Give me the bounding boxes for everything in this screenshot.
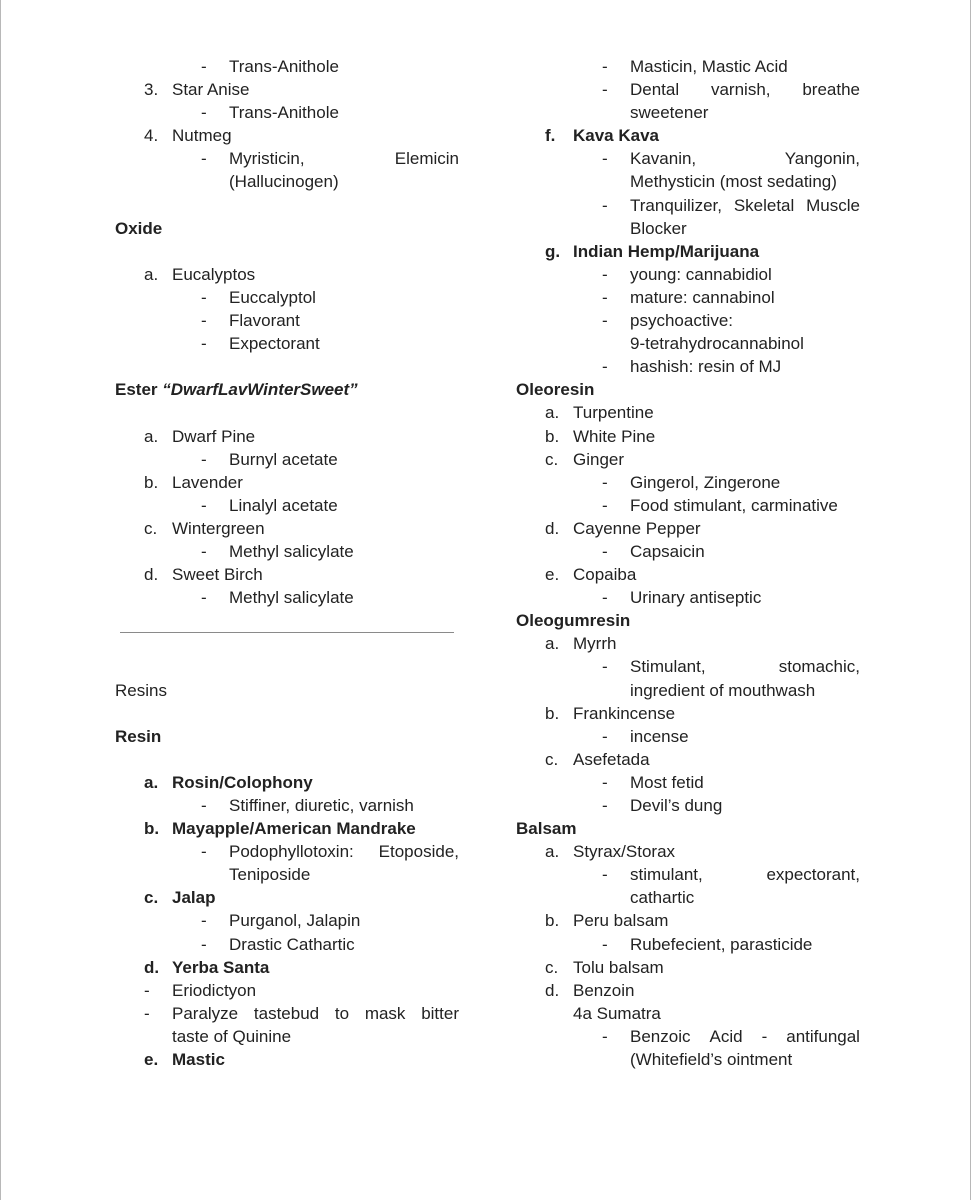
letter-marker: b. [144,819,160,839]
item-text: Urinary antiseptic [630,588,762,608]
dash-marker: - [602,772,608,792]
item-text: Sweet Birch [172,565,263,585]
justified-text [630,655,860,678]
word: Yangonin, [784,149,860,169]
letter-marker: f. [545,126,556,146]
dash-marker: - [201,796,207,816]
item-text: Turpentine [573,403,654,423]
section-heading-oxide [115,217,459,240]
item-text: Yerba Santa [172,957,270,977]
dash-marker: - [602,796,608,815]
dash-marker: - [201,103,207,123]
item-text: Stiffiner, diuretic, varnish [229,796,414,816]
justified-text [172,1002,459,1025]
list-item [115,494,459,517]
list-item [516,563,860,586]
list-item [516,471,860,494]
word: Muscle [806,195,860,215]
word: Paralyze [172,1003,239,1023]
list-item [516,240,860,263]
dash-marker: - [602,472,608,492]
list-item [115,1002,459,1025]
item-text: Tolu balsam [573,957,664,977]
list-item [115,886,459,909]
list-item [115,771,459,794]
list-item [516,124,860,147]
item-text: Kava Kava [573,126,660,146]
dash-marker: - [144,980,150,1000]
item-text: White Pine [573,426,656,446]
heading-text [115,378,358,401]
justified-text [630,147,860,170]
dash-marker: - [602,588,608,608]
item-text: Benzoin [573,980,635,1000]
item-text: Food stimulant, carminative [630,495,838,515]
list-item [115,425,459,448]
item-text: young: cannabidiol [630,264,772,284]
dash-marker: - [602,657,608,677]
dash-marker: - [602,195,608,215]
list-item [516,863,860,886]
word: breathe [802,80,860,100]
list-item [516,702,860,725]
word: - [761,1026,768,1046]
dash-marker: - [201,311,207,331]
item-text: Devil’s dung [630,796,723,815]
item-text: 9-tetrahydrocannabinol [630,334,804,354]
section-heading-ester [115,378,459,401]
list-item [516,194,860,217]
word: Dental [630,80,680,100]
heading-text: Balsam [516,819,577,839]
justified-text [630,863,860,886]
divider-area [115,609,459,678]
item-text: Teniposide [229,865,311,885]
item-text: Cayenne Pepper [573,518,701,538]
dash-marker: - [602,311,608,331]
item-text: Lavender [172,472,243,492]
list-item-continuation [516,170,860,193]
list-item [516,55,860,78]
list-item [115,586,459,609]
list-item [115,517,459,540]
letter-marker: d. [144,957,160,977]
item-text: Blocker [630,218,687,238]
heading-text: Resin [115,726,162,746]
list-item-continuation [516,217,860,240]
item-text: Euccalyptol [229,287,316,307]
list-item [115,840,459,863]
word: varnish, [710,80,771,100]
item-text: 4a Sumatra [573,1003,661,1023]
item-text: psychoactive: [630,311,733,331]
item-text: Wintergreen [172,518,265,538]
list-item [115,817,459,840]
letter-marker: g. [545,241,561,261]
item-text: Myrrh [573,634,617,654]
justified-text [630,1025,860,1048]
list-item [115,794,459,817]
item-text: Frankincense [573,703,676,723]
item-text: Most fetid [630,772,704,792]
letter-marker: e. [144,1050,159,1070]
word: Etoposide, [378,842,459,862]
list-item-continuation [115,1025,459,1048]
dash-marker: - [201,588,207,608]
item-text: Eriodictyon [172,980,257,1000]
list-item [516,540,860,563]
dash-marker: - [602,57,608,76]
letter-marker: c. [545,749,559,769]
list-item [516,355,860,378]
item-text: cathartic [630,888,695,908]
list-item-continuation [516,332,860,355]
list-item [115,309,459,332]
dash-marker: - [201,495,207,515]
item-text: Copaiba [573,565,637,585]
list-item [115,1048,459,1071]
dash-marker: - [602,541,608,561]
list-item [516,655,860,678]
list-item [516,309,860,332]
dash-marker: - [602,357,608,377]
item-text: Mayapple/American Mandrake [172,819,416,839]
word: tastebud [253,1003,320,1023]
list-item [516,909,860,932]
list-item [115,448,459,471]
letter-marker: a. [144,426,159,446]
heading-mnemonic: “DwarfLavWinterSweet” [162,380,358,400]
list-item [516,956,860,979]
number-marker: 3. [144,80,159,100]
item-text: Ginger [573,449,625,469]
item-text: Burnyl acetate [229,449,338,469]
list-item [115,540,459,563]
item-text: hashish: resin of MJ [630,357,782,377]
word: stimulant, [630,865,703,885]
list-item [516,748,860,771]
item-text: Indian Hemp/Marijuana [573,241,760,261]
list-item [115,979,459,1002]
item-text: ingredient of mouthwash [630,680,816,700]
dash-marker: - [201,449,207,469]
list-item [516,933,860,956]
item-text: Trans-Anithole [229,57,339,76]
item-text: Methysticin (most sedating) [630,172,837,192]
list-item [115,956,459,979]
heading-text: Oleogumresin [516,611,631,631]
title-text: Resins [115,680,167,700]
list-item-continuation [115,170,459,193]
item-text: mature: cannabinol [630,287,775,307]
list-item [115,471,459,494]
letter-marker: d. [545,980,560,1000]
item-text: Capsaicin [630,541,705,561]
letter-marker: c. [545,449,559,469]
list-item [115,263,459,286]
word: antifungal [786,1026,860,1046]
letter-marker: b. [545,911,560,931]
list-item [115,933,459,956]
item-text: Peru balsam [573,911,669,931]
list-item [516,401,860,424]
word: Elemicin [394,149,459,169]
dash-marker: - [602,264,608,284]
list-item-continuation [516,101,860,124]
item-text: Rosin/Colophony [172,772,313,792]
item-text: Expectorant [229,334,320,354]
item-text: Drastic Cathartic [229,934,355,954]
letter-marker: c. [144,888,159,908]
heading-text: Oxide [115,218,163,238]
list-item [516,1025,860,1048]
item-text: Eucalyptos [172,264,256,284]
list-item [115,78,459,101]
dash-marker: - [201,57,207,76]
list-item [516,632,860,655]
list-item [115,147,459,170]
item-text: Rubefecient, parasticide [630,934,813,954]
word: Kavanin, [630,149,697,169]
word: Stimulant, [630,657,706,677]
letter-marker: d. [144,565,159,585]
item-text: Jalap [172,888,216,908]
heading-text: Oleoresin [516,380,595,400]
letter-marker: a. [545,634,560,654]
item-text: taste of Quinine [172,1026,292,1046]
list-item [516,517,860,540]
heading-prefix: Ester [115,380,163,400]
dash-marker: - [602,865,608,885]
word: bitter [421,1003,459,1023]
list-item [115,55,459,78]
letter-marker: a. [545,842,560,862]
list-item [516,263,860,286]
justified-text [630,194,860,217]
item-text: Purganol, Jalapin [229,911,361,931]
list-item [115,124,459,147]
list-item [115,909,459,932]
justified-text [630,78,860,101]
list-item-continuation [516,886,860,909]
letter-marker: a. [144,264,159,284]
list-item [115,286,459,309]
section-heading-balsam [516,817,860,840]
section-heading-resin [115,725,459,748]
left-column [115,55,459,1071]
section-heading-oleoresin [516,378,860,401]
item-text: Masticin, Mastic Acid [630,57,788,76]
horizontal-divider [120,632,454,633]
number-marker: 4. [144,126,159,146]
dash-marker: - [602,726,608,746]
list-item-continuation [516,679,860,702]
dash-marker: - [602,934,608,954]
list-item [516,78,860,101]
letter-marker: d. [545,518,560,538]
list-item [115,332,459,355]
dash-marker: - [201,911,207,931]
list-item [516,286,860,309]
item-text: Dwarf Pine [172,426,256,446]
word: expectorant, [766,865,860,885]
dash-marker: - [602,287,608,307]
list-item [516,586,860,609]
item-text: Gingerol, Zingerone [630,472,781,492]
dash-marker: - [602,1026,608,1046]
letter-marker: a. [545,403,560,423]
item-text: Flavorant [229,311,300,331]
letter-marker: c. [144,518,158,538]
list-item-continuation [516,1002,860,1025]
dash-marker: - [201,149,207,169]
letter-marker: a. [144,772,159,792]
letter-marker: c. [545,957,559,977]
letter-marker: b. [545,703,560,723]
item-text: (Hallucinogen) [229,172,339,192]
dash-marker: - [602,495,608,515]
resins-title [115,679,459,702]
item-text: Styrax/Storax [573,842,676,862]
item-text: Methyl salicylate [229,588,354,608]
dash-marker: - [201,541,207,561]
item-text: Mastic [172,1050,225,1070]
list-item [516,725,860,748]
dash-marker: - [602,149,608,169]
list-item [516,979,860,1002]
word: Tranquilizer, [630,195,722,215]
justified-text [229,147,459,170]
list-item [516,494,860,517]
word: Benzoic [630,1026,691,1046]
list-item [516,794,860,817]
list-item [516,448,860,471]
word: Skeletal [733,195,795,215]
letter-marker: b. [545,426,560,446]
list-item-continuation [115,863,459,886]
word: stomachic, [778,657,860,677]
dash-marker: - [602,80,608,100]
list-item [516,147,860,170]
word: Podophyllotoxin: [229,842,354,862]
list-item-continuation [516,1048,860,1071]
list-item [516,840,860,863]
right-column [516,55,860,1071]
justified-text [229,840,459,863]
item-text: sweetener [630,103,709,123]
dash-marker: - [201,287,207,307]
letter-marker: b. [144,472,159,492]
dash-marker: - [201,934,207,954]
list-item [516,425,860,448]
word: Myristicin, [229,149,305,169]
item-text: Trans-Anithole [229,103,339,123]
item-text: Linalyl acetate [229,495,338,515]
item-text: Star Anise [172,80,250,100]
dash-marker: - [201,334,207,354]
word: Acid [709,1026,743,1046]
section-heading-oleogumresin [516,609,860,632]
item-text: Methyl salicylate [229,541,354,561]
letter-marker: e. [545,565,560,585]
item-text: (Whitefield’s ointment [630,1050,793,1070]
item-text: Nutmeg [172,126,232,146]
item-text: incense [630,726,689,746]
list-item [516,771,860,794]
dash-marker: - [144,1003,150,1023]
word: mask [364,1003,406,1023]
item-text: Asefetada [573,749,650,769]
list-item [115,101,459,124]
list-item [115,563,459,586]
dash-marker: - [201,842,207,862]
word: to [334,1003,350,1023]
